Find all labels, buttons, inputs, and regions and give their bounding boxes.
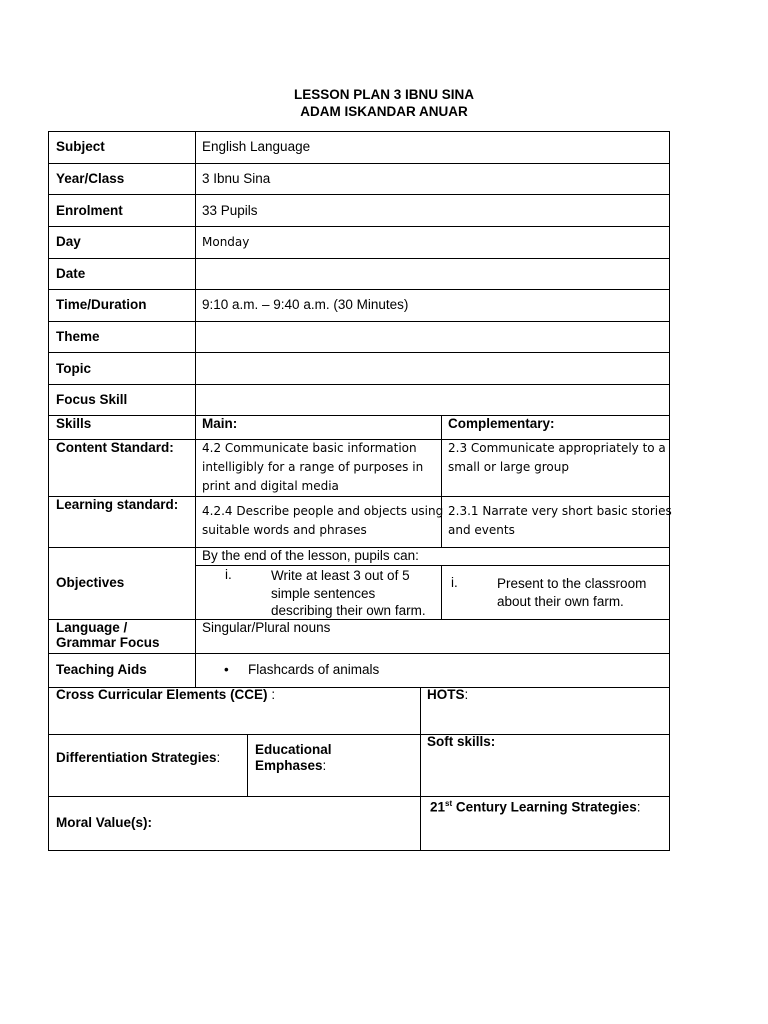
enrolment-label: Enrolment bbox=[56, 203, 123, 218]
content-standard-label: Content Standard: bbox=[56, 440, 174, 455]
bullet-icon: • bbox=[224, 662, 229, 677]
educational-emphases-colon: : bbox=[322, 758, 327, 773]
author-name: ADAM ISKANDAR ANUAR bbox=[300, 104, 468, 119]
row-divider bbox=[48, 796, 421, 797]
time-duration-value: 9:10 a.m. – 9:40 a.m. (30 Minutes) bbox=[202, 297, 409, 312]
objectives-comp-marker: i. bbox=[451, 575, 458, 590]
row-divider bbox=[48, 289, 670, 290]
century-learning-label: Century Learning Strategies bbox=[452, 799, 637, 815]
subject-value: English Language bbox=[202, 139, 311, 154]
century-number: 21 bbox=[430, 799, 446, 815]
column-divider bbox=[420, 687, 421, 851]
year-class-value: 3 Ibnu Sina bbox=[202, 171, 271, 186]
date-label: Date bbox=[56, 266, 86, 281]
document-title bbox=[0, 86, 768, 120]
skills-label: Skills bbox=[56, 416, 92, 431]
cce-field bbox=[56, 687, 275, 703]
content-standard-comp-line: small or large group bbox=[448, 460, 569, 474]
year-class-label: Year/Class bbox=[56, 171, 125, 186]
row-divider bbox=[48, 415, 670, 416]
objectives-intro: By the end of the lesson, pupils can: bbox=[202, 548, 419, 563]
language-focus-value: Singular/Plural nouns bbox=[202, 620, 331, 635]
century-learning-colon: : bbox=[636, 799, 641, 815]
learning-standard-main bbox=[202, 502, 443, 540]
hots-field bbox=[427, 687, 468, 703]
differentiation-field bbox=[56, 750, 220, 766]
theme-label: Theme bbox=[56, 329, 100, 344]
day-label: Day bbox=[56, 234, 81, 249]
language-focus-label-line: Grammar Focus bbox=[56, 635, 160, 650]
hots-label: HOTS bbox=[427, 687, 465, 702]
row-divider bbox=[48, 653, 670, 654]
skills-main-heading: Main: bbox=[202, 416, 238, 431]
content-standard-main-line: intelligibly for a range of purposes in bbox=[202, 460, 424, 474]
objectives-comp-text bbox=[497, 575, 646, 611]
row-divider bbox=[48, 734, 670, 735]
row-divider bbox=[48, 194, 670, 195]
learning-standard-main-line: suitable words and phrases bbox=[202, 523, 367, 537]
learning-standard-comp-line: 2.3.1 Narrate very short basic stories bbox=[448, 504, 672, 518]
row-divider bbox=[48, 321, 670, 322]
skills-complementary-heading: Complementary: bbox=[448, 416, 555, 431]
objectives-comp-line: Present to the classroom bbox=[497, 576, 647, 591]
soft-skills-label: Soft skills: bbox=[427, 734, 496, 749]
objectives-main-line: simple sentences bbox=[271, 585, 376, 601]
learning-standard-label: Learning standard: bbox=[56, 497, 179, 512]
objectives-main-marker: i. bbox=[225, 567, 232, 582]
row-divider bbox=[48, 352, 670, 353]
cce-colon: : bbox=[267, 687, 276, 702]
column-divider bbox=[441, 565, 442, 619]
century-learning-field bbox=[430, 796, 640, 816]
column-divider bbox=[247, 734, 248, 796]
hots-colon: : bbox=[464, 687, 469, 702]
time-duration-label: Time/Duration bbox=[56, 297, 147, 312]
column-divider bbox=[195, 131, 196, 687]
differentiation-colon: : bbox=[216, 750, 221, 765]
language-focus-label bbox=[56, 620, 160, 650]
objectives-label: Objectives bbox=[56, 575, 125, 590]
language-focus-label-line: Language / bbox=[56, 620, 128, 635]
focus-skill-label: Focus Skill bbox=[56, 392, 128, 407]
educational-emphases-line2: Emphases bbox=[255, 758, 323, 773]
moral-values-label: Moral Value(s): bbox=[56, 815, 153, 830]
content-standard-complementary bbox=[448, 439, 666, 477]
content-standard-main-line: 4.2 Communicate basic information bbox=[202, 441, 417, 455]
content-standard-main-line: print and digital media bbox=[202, 479, 339, 493]
educational-emphases-line1: Educational bbox=[255, 742, 332, 757]
learning-standard-complementary bbox=[448, 502, 672, 540]
cce-label: Cross Curricular Elements (CCE) bbox=[56, 687, 268, 702]
row-divider bbox=[48, 258, 670, 259]
objectives-comp-line: about their own farm. bbox=[497, 594, 624, 609]
teaching-aids-label: Teaching Aids bbox=[56, 662, 147, 677]
objectives-main-line: describing their own farm. bbox=[271, 603, 426, 618]
educational-emphases-field bbox=[255, 742, 332, 774]
lesson-plan-title: LESSON PLAN 3 IBNU SINA bbox=[293, 87, 475, 102]
topic-label: Topic bbox=[56, 361, 91, 376]
learning-standard-comp-line: and events bbox=[448, 523, 515, 537]
objectives-main-line: Write at least 3 out of 5 bbox=[271, 568, 410, 583]
objectives-main-text bbox=[271, 567, 426, 620]
day-value: Monday bbox=[202, 235, 250, 249]
row-divider bbox=[48, 226, 670, 227]
row-divider bbox=[48, 384, 670, 385]
subject-label: Subject bbox=[56, 139, 105, 154]
row-divider bbox=[196, 565, 670, 566]
learning-standard-main-line: 4.2.4 Describe people and objects using bbox=[202, 504, 444, 518]
differentiation-label: Differentiation Strategies bbox=[56, 750, 217, 765]
row-divider bbox=[48, 163, 670, 164]
enrolment-value: 33 Pupils bbox=[202, 203, 258, 218]
century-superscript: st bbox=[445, 799, 453, 808]
content-standard-main bbox=[202, 439, 423, 496]
teaching-aids-value: Flashcards of animals bbox=[248, 662, 380, 677]
content-standard-comp-line: 2.3 Communicate appropriately to a bbox=[448, 441, 666, 455]
